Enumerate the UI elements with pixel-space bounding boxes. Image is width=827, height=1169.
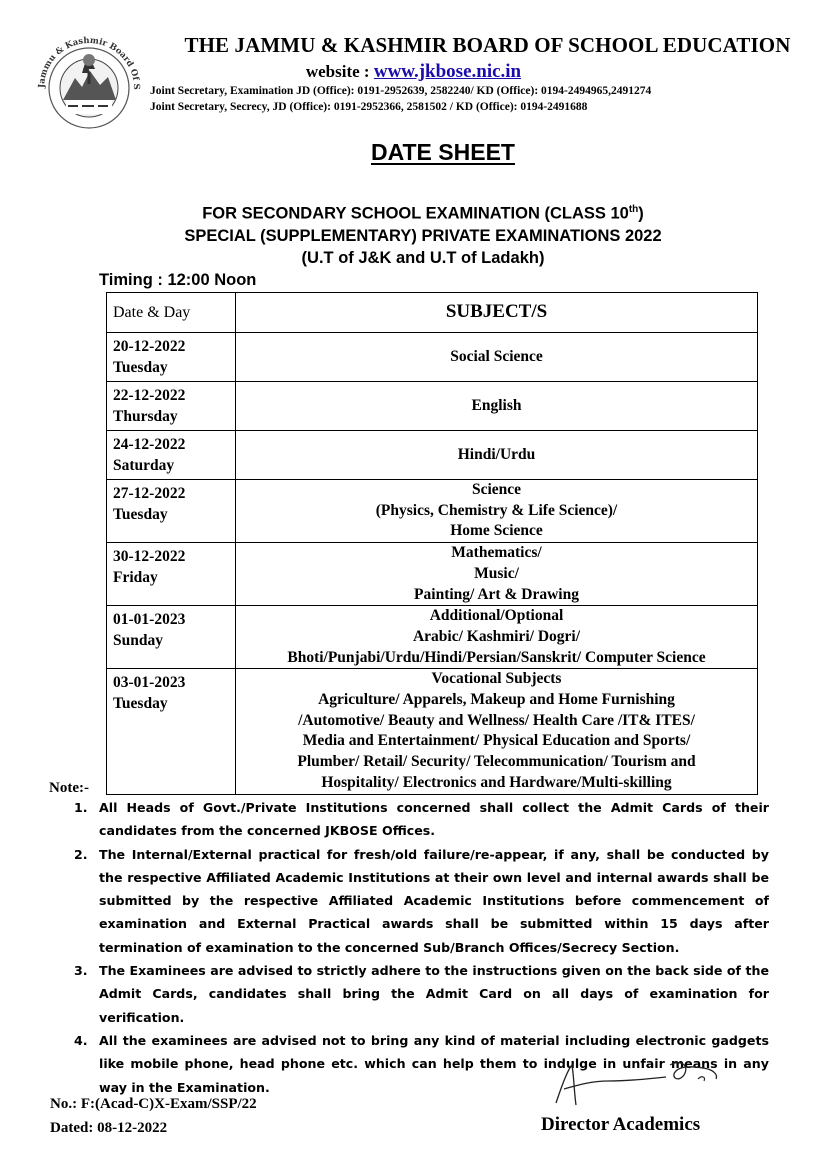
exam-subjects-cell: [236, 333, 758, 382]
exam-date-cell: [107, 543, 236, 606]
notes-title: Note:-: [49, 780, 89, 796]
note-text: The Internal/External practical for fresh/old failure/re-appear, if any, shall be conducted by the respective Affiliated Academic Institutions at their own level and internal awards shall be submitted by the respective Affiliated Academic Institutions before commencement of examination and External Practical awards shall be submitted within 15 days after termination of examination to the concerned Sub/Branch Offices/Secrecy Section.: [99, 846, 769, 955]
document-title: DATE SHEET: [371, 139, 515, 165]
subject-line: Painting/ Art & Drawing: [414, 585, 579, 603]
subject-line: Agriculture/ Apparels, Makeup and Home Furnishing: [318, 691, 675, 709]
exam-date: 20-12-2022: [113, 338, 186, 355]
exam-subheading-1: [45, 204, 801, 224]
note-item: [68, 843, 769, 959]
exam-subheading-3: (U.T of J&K and U.T of Ladakh): [301, 249, 545, 267]
exam-day: Tuesday: [113, 695, 168, 713]
subject-line: Plumber/ Retail/ Security/ Telecommunication/ Tourism and: [297, 753, 696, 771]
schedule-table: [106, 292, 758, 795]
exam-class-text: FOR SECONDARY SCHOOL EXAMINATION (CLASS 10: [202, 204, 629, 223]
schedule-row: [107, 669, 758, 794]
exam-day: Thursday: [113, 408, 178, 425]
exam-day: Saturday: [113, 457, 175, 474]
exam-timing: Timing : 12:00 Noon: [99, 271, 257, 289]
header-subjects: SUBJECT/S: [236, 293, 758, 333]
website-line: [150, 61, 677, 83]
note-text: All Heads of Govt./Private Institutions concerned shall collect the Admit Cards of their candidates from the concerned JKBOSE Offices.: [99, 800, 769, 839]
exam-date: 22-12-2022: [113, 387, 186, 404]
header-date-day: Date & Day: [107, 293, 236, 333]
exam-day: Friday: [113, 569, 158, 587]
exam-date: 27-12-2022: [113, 485, 186, 502]
subject-line: Mathematics/: [451, 544, 542, 562]
exam-subjects-cell: [236, 480, 758, 543]
exam-date: 03-01-2023: [113, 674, 186, 692]
schedule-row: [107, 606, 758, 669]
exam-subjects-cell: [236, 543, 758, 606]
subject-line: Science: [471, 481, 522, 498]
subject-line: Music/: [474, 564, 519, 582]
logo-ring-text: Jammu & Kashmir Board Of S: [36, 35, 142, 90]
exam-date: 30-12-2022: [113, 548, 186, 566]
subject-line: Social Science: [450, 347, 543, 365]
exam-date-cell: [107, 606, 236, 669]
subject-line: (Physics, Chemistry & Life Science)/: [375, 501, 618, 519]
subject-line: Hospitality/ Electronics and Hardware/Multi-skilling: [321, 773, 672, 791]
schedule-row: [107, 480, 758, 543]
note-text: The Examinees are advised to strictly adhere to the instructions given on the back side of the Admit Cards, candidates shall bring the Admit Card on all days of examination for verification.: [99, 963, 769, 1025]
board-logo: [30, 30, 148, 130]
exam-day: Tuesday: [113, 359, 168, 376]
exam-date-cell: [107, 333, 236, 382]
website-link[interactable]: www.jkbose.nic.in: [373, 61, 522, 82]
board-name: THE JAMMU & KASHMIR BOARD OF SCHOOL EDUCATION: [184, 33, 791, 57]
subject-line: Additional/Optional: [429, 607, 564, 625]
schedule-row: [107, 543, 758, 606]
note-item: [68, 796, 769, 843]
note-number: 4.: [74, 1032, 88, 1048]
issue-date: Dated: 08-12-2022: [50, 1120, 168, 1136]
schedule-row: [107, 333, 758, 382]
schedule-header-row: [107, 293, 758, 333]
exam-date-cell: [107, 480, 236, 543]
exam-date: 01-01-2023: [113, 611, 186, 629]
schedule-row: [107, 431, 758, 480]
exam-date-cell: [107, 669, 236, 794]
note-text: All the examinees are advised not to bring any kind of material including electronic gadgets like mobile phone, head phone etc. which can help them to indulge in unfair means in any way in the Examination.: [99, 1032, 769, 1095]
subject-line: /Automotive/ Beauty and Wellness/ Health Care /IT& ITES/: [298, 711, 695, 729]
exam-date-cell: [107, 382, 236, 431]
note-item: [68, 959, 769, 1029]
signature-image: [548, 1055, 728, 1115]
subject-line: Media and Entertainment/ Physical Education and Sports/: [302, 732, 691, 750]
reference-number: No.: F:(Acad-C)X-Exam/SSP/22: [50, 1096, 257, 1112]
subject-line: Home Science: [450, 522, 543, 540]
subject-line: Arabic/ Kashmiri/ Dogri/: [412, 627, 581, 645]
subject-line: Bhoti/Punjabi/Urdu/Hindi/Persian/Sanskrit/ Computer Science: [287, 648, 706, 666]
website-label: website :: [305, 62, 370, 81]
exam-date: 24-12-2022: [113, 436, 186, 453]
note-number: 2.: [74, 846, 88, 862]
exam-subheading-2: SPECIAL (SUPPLEMENTARY) PRIVATE EXAMINATIONS 2022: [184, 227, 662, 245]
notes-list: [68, 796, 769, 1099]
exam-subjects-cell: [236, 431, 758, 480]
contact-secrecy: Joint Secretary, Secrecy, JD (Office): 0191-2952366, 2581502 / KD (Office): 0194-2491688: [150, 101, 588, 113]
schedule-row: [107, 382, 758, 431]
subject-line: Vocational Subjects: [431, 670, 562, 688]
exam-class-sup: th: [628, 204, 639, 215]
exam-date-cell: [107, 431, 236, 480]
subject-line: Hindi/Urdu: [457, 445, 536, 463]
exam-day: Sunday: [113, 632, 163, 650]
exam-class-end: ): [638, 204, 644, 223]
subject-line: English: [471, 396, 522, 414]
exam-day: Tuesday: [113, 506, 168, 523]
note-number: 3.: [74, 963, 88, 979]
exam-subjects-cell: [236, 669, 758, 794]
signatory-title: Director Academics: [541, 1114, 701, 1135]
note-number: 1.: [74, 800, 88, 815]
contact-examination: Joint Secretary, Examination JD (Office): 0191-2952639, 2582240/ KD (Office): 0194-2494965,2491274: [150, 85, 652, 97]
exam-subjects-cell: [236, 382, 758, 431]
exam-subjects-cell: [236, 606, 758, 669]
schedule-body: [107, 333, 758, 795]
